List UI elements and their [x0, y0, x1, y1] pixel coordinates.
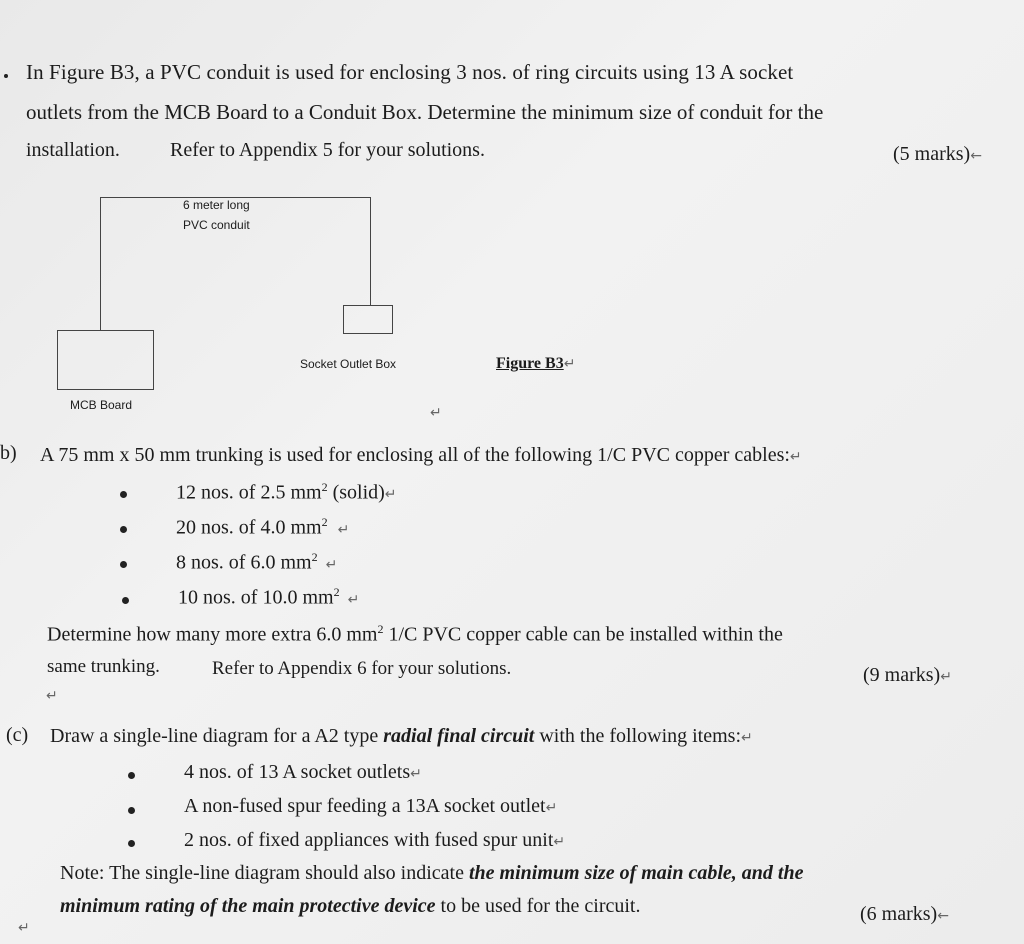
list-item: 2 nos. of fixed appliances with fused spur unit↵ [184, 829, 566, 851]
socket-outlet-label: Socket Outlet Box [300, 357, 397, 371]
list-item: A non-fused spur feeding a 13A socket outlet↵ [184, 795, 558, 817]
question-a-line-3: installation. [26, 139, 120, 161]
bullet [122, 597, 129, 604]
list-item: 10 nos. of 10.0 $mm^2$ ↵ [178, 585, 360, 609]
question-b-body-2b: Refer to Appendix 6 for your solutions. [212, 658, 512, 679]
list-item: 20 nos. of 4.0 $mm^2$ ↵ [176, 515, 350, 539]
question-a-line-2: outlets from the MCB Board to a Conduit Box. Determine the minimum size of conduit for the [26, 100, 824, 124]
mcb-board-box [57, 330, 154, 390]
question-b-marks: (9 marks)↵ [863, 664, 952, 686]
conduit-label-1: 6 meter long [183, 198, 250, 212]
question-c-label: (c) [6, 724, 29, 746]
list-item: 8 nos. of 6.0 $mm^2$ ↵ [176, 550, 338, 574]
bullet [120, 526, 127, 533]
bullet [128, 807, 135, 814]
question-a-line-1: In Figure B3, a PVC conduit is used for enclosing 3 nos. of ring circuits using 13 A socket [26, 60, 794, 84]
list-item: 12 nos. of 2.5 $mm^2$ (solid)↵ [176, 480, 397, 504]
question-a-line-3b: Refer to Appendix 5 for your solutions. [170, 139, 485, 161]
bullet [120, 491, 127, 498]
conduit-right-vertical [370, 197, 371, 305]
mcb-board-label: MCB Board [70, 398, 133, 412]
figure-caption: Figure B3↵ [496, 355, 576, 372]
question-a-marks: (5 marks)← [893, 143, 982, 165]
question-c-marks: (6 marks)← [860, 903, 949, 925]
margin-mark [4, 74, 8, 78]
question-b-body-2a: same trunking. [47, 656, 160, 677]
return-mark: ↵ [18, 920, 30, 936]
conduit-label-2: PVC conduit [183, 218, 250, 232]
question-c-note-2: minimum rating of the main protective device to be used for the circuit. [60, 895, 641, 917]
bullet [128, 840, 135, 847]
bullet [128, 772, 135, 779]
question-b-intro: A 75 mm x 50 mm trunking is used for enclosing all of the following 1/C PVC copper cables:↵ [40, 444, 802, 466]
bullet [120, 561, 127, 568]
question-b-body-1: Determine how many more extra 6.0 $mm^2$ 1/C PVC copper cable can be installed within the [47, 622, 783, 646]
question-b-label: b) [0, 442, 17, 464]
socket-outlet-box [343, 305, 393, 334]
question-c-intro: Draw a single-line diagram for a A2 type radial final circuit with the following items:↵ [50, 725, 753, 747]
list-item: 4 nos. of 13 A socket outlets↵ [184, 761, 422, 783]
return-mark: ↵ [46, 688, 58, 704]
conduit-left-vertical [100, 197, 101, 330]
return-mark: ↵ [430, 405, 442, 421]
question-c-note-1: Note: The single-line diagram should also indicate the minimum size of main cable, and the [60, 862, 804, 884]
